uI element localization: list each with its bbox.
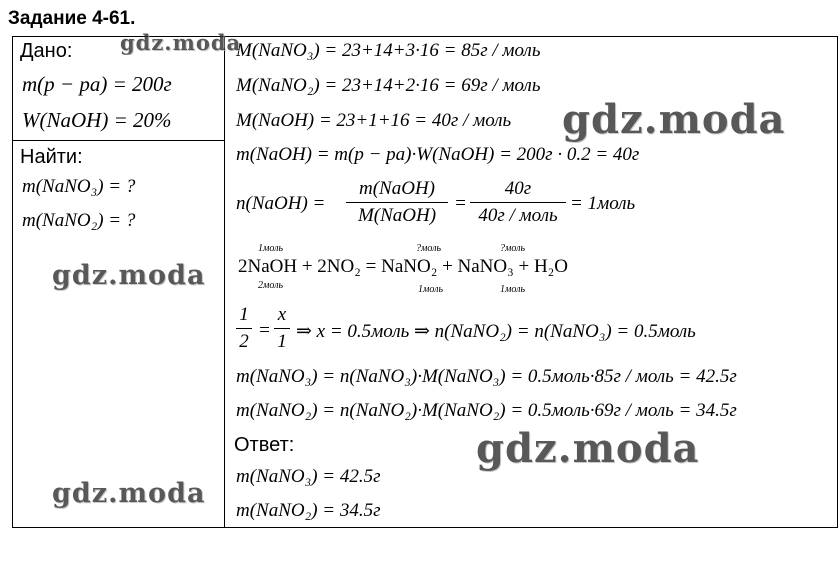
proportion-equals: = <box>258 320 271 341</box>
given-mass-solution: m(p − pa) = 200г <box>22 72 172 96</box>
fraction-numerator: x <box>277 304 287 325</box>
fraction-denominator: 1 <box>277 331 287 352</box>
nano3-moles-above: ?моль <box>500 243 526 254</box>
fraction-denominator: M(NaOH) <box>357 205 437 226</box>
molar-mass-naoh: M(NaOH) = 23+1+16 = 40г / моль <box>236 110 512 131</box>
answer-nano2: m(NaNO₂) = 34.5г <box>236 500 381 521</box>
fraction-numerator: m(NaOH) <box>359 178 435 199</box>
mass-nano3-calc: m(NaNO₃) = n(NaNO₃)·M(NaNO₃) = 0.5моль·85г / моль = 42.5г <box>236 366 737 387</box>
reaction-equation: 2NaOH + 2NO₂ = NaNO₂ + NaNO₃ + H₂O <box>238 256 569 277</box>
fraction-bar <box>346 202 448 203</box>
nano3-coef-below: 1моль <box>500 284 526 295</box>
find-header: Найти: <box>20 146 83 168</box>
task-title: Задание 4-61. <box>8 8 136 29</box>
mass-naoh-line: m(NaOH) = m(p − pa)·W(NaOH) = 200г · 0.2 = 40г <box>236 144 640 165</box>
fraction-bar <box>236 328 252 329</box>
watermark: gdz.moda <box>562 96 786 143</box>
given-fraction-naoh: W(NaOH) = 20% <box>22 108 172 132</box>
moles-naoh-lhs: n(NaOH) = <box>236 193 326 214</box>
watermark: gdz.moda <box>52 478 206 509</box>
column-divider <box>224 36 225 528</box>
moles-naoh-fraction-1 <box>346 178 448 227</box>
watermark: gdz.moda <box>120 30 242 55</box>
fraction-numerator: 1 <box>239 304 249 325</box>
given-find-divider <box>12 140 225 141</box>
watermark: gdz.moda <box>52 260 206 291</box>
watermark: gdz.moda <box>476 425 700 472</box>
nano2-coef-below: 1моль <box>418 284 444 295</box>
nano2-moles-above: ?моль <box>416 243 442 254</box>
fraction-denominator: 40г / моль <box>478 205 558 226</box>
moles-naoh-result: = 1моль <box>570 193 636 214</box>
answer-nano3: m(NaNO₃) = 42.5г <box>236 466 381 487</box>
find-item-nano3: m(NaNO₃) = ? <box>22 176 136 197</box>
molar-mass-nano2: M(NaNO₂) = 23+14+2·16 = 69г / моль <box>236 75 541 96</box>
molar-mass-nano3: M(NaNO₃) = 23+14+3·16 = 85г / моль <box>236 40 541 61</box>
naoh-moles-above: 1моль <box>258 243 284 254</box>
answer-header: Ответ: <box>234 434 295 456</box>
find-item-nano2: m(NaNO₂) = ? <box>22 210 136 231</box>
moles-naoh-fraction-2 <box>470 178 566 227</box>
mass-nano2-calc: m(NaNO₂) = n(NaNO₂)·M(NaNO₂) = 0.5моль·69г / моль = 34.5г <box>236 400 737 421</box>
fraction-bar <box>274 328 290 329</box>
fraction-numerator: 40г <box>504 178 532 199</box>
proportion-fraction-2 <box>274 304 290 353</box>
fraction-denominator: 2 <box>239 331 249 352</box>
fraction-bar <box>470 202 566 203</box>
proportion-fraction-1 <box>236 304 252 353</box>
given-header: Дано: <box>20 40 73 62</box>
naoh-coef-below: 2моль <box>258 280 284 291</box>
equals-sign: = <box>454 193 467 214</box>
proportion-result: ⇒ x = 0.5моль ⇒ n(NaNO₂) = n(NaNO₃) = 0.5моль <box>296 321 696 342</box>
